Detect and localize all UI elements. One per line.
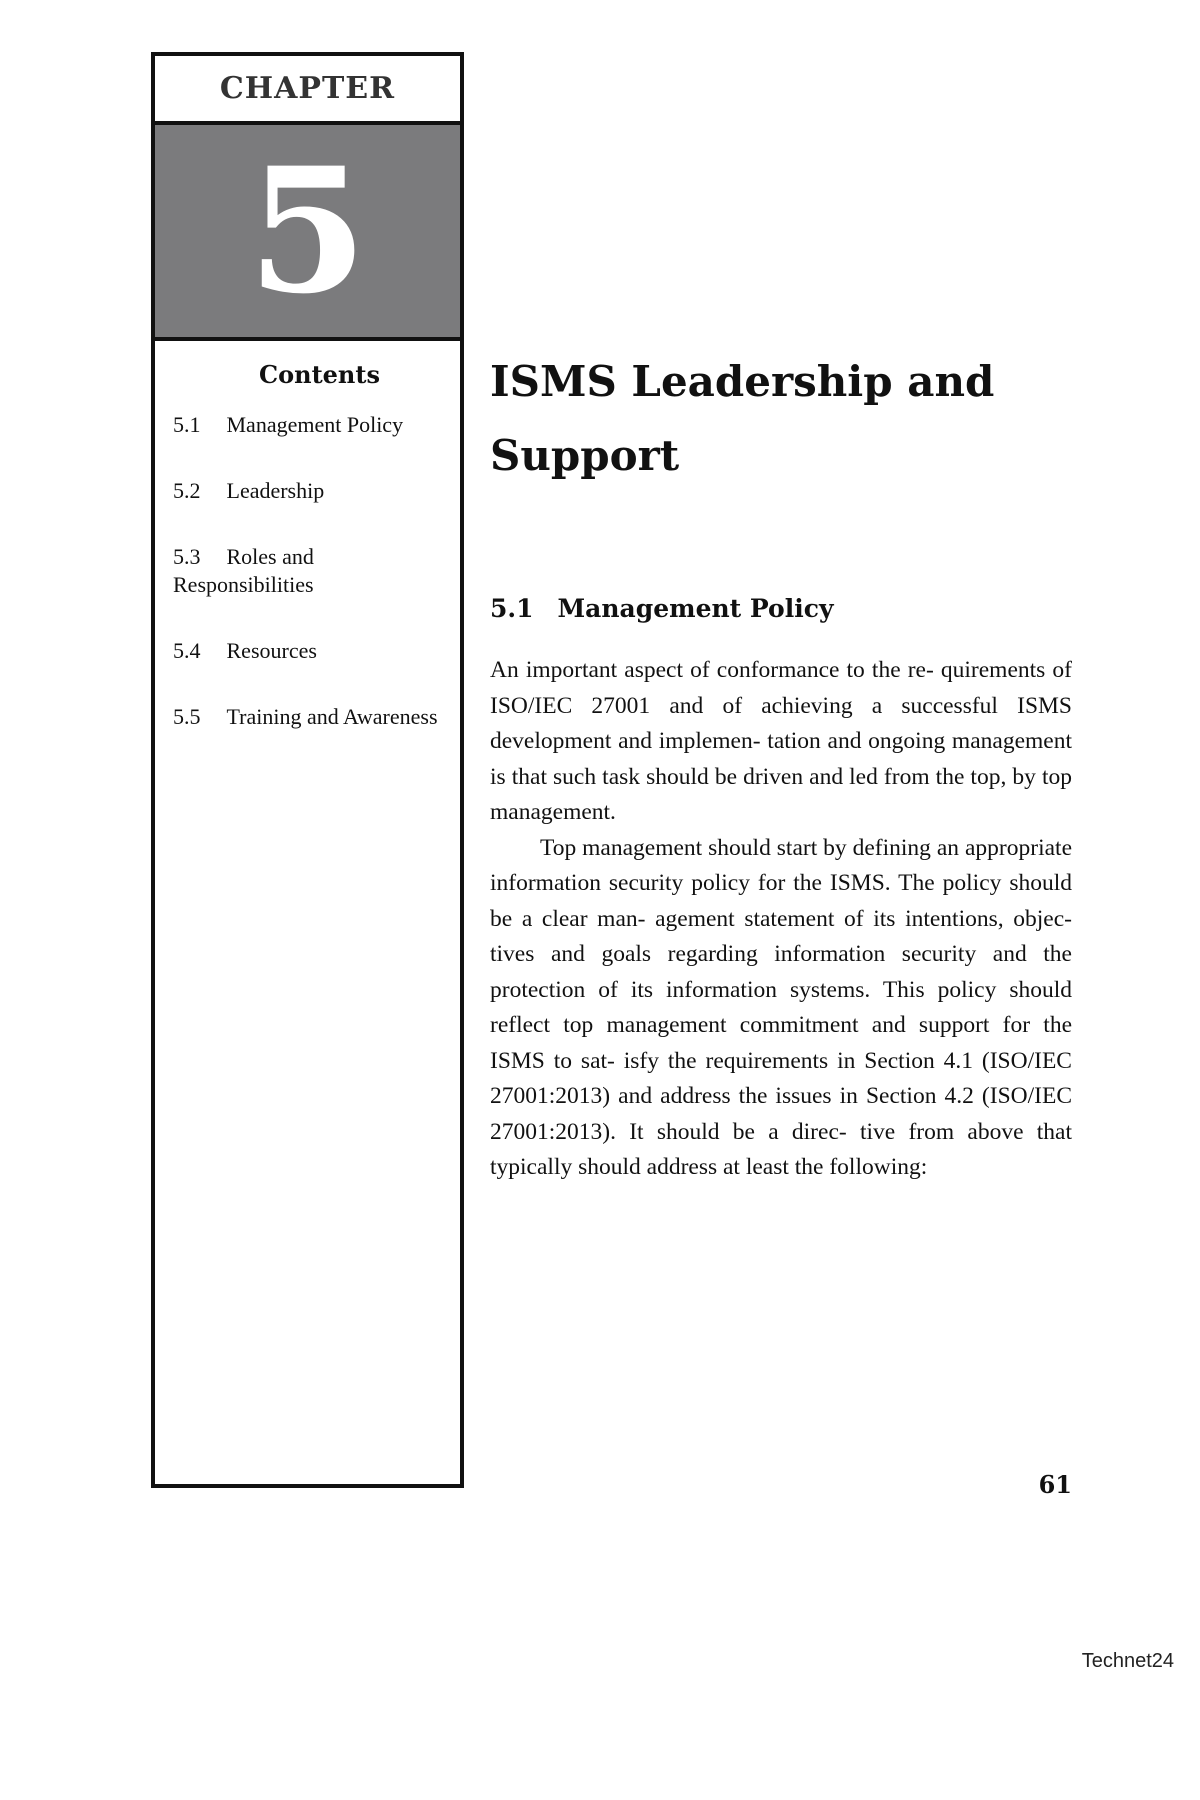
body-paragraph-2: Top management should start by defining an appropriate information security policy for the ISMS. The policy should be a clear man- agement statement of its intentions, objec- tives and goals regarding information security and the protection of its information systems. This policy should reflect top management commitment and support for the ISMS to sat- isfy the requirements in Section 4.1 (ISO/IEC 27001:2013) and address the issues in Section 4.2 (ISO/IEC 27001:2013). It should be a direc- tive from above that typically should address at least the following: [490,834,1072,1180]
toc-item[interactable] [173,411,446,439]
body-paragraph-1: An important aspect of conformance to the re- quirements of ISO/IEC 27001 and of achieving a successful ISMS development and implemen- tation and ongoing management is that such task should be driven and led from the top, by top management. [490,657,1072,825]
chapter-title-line-1: ISMS Leadership and [490,357,995,406]
chapter-number-box [155,125,460,341]
toc-item-title: Resources [226,638,317,663]
chapter-label-box [155,56,460,125]
toc-item-title: Leadership [226,478,325,503]
main-text-column [490,345,1072,1186]
toc-item[interactable] [173,703,446,731]
toc-item-title: Roles and Responsibilities [173,544,314,597]
toc-item-number: 5.2 [173,478,201,503]
watermark: Technet24 [1081,1650,1174,1672]
toc-item-number: 5.3 [173,544,201,569]
section-number: 5.1 [490,594,534,623]
toc-item-title: Management Policy [226,412,404,437]
toc-item-number: 5.5 [173,704,201,729]
chapter-title [490,345,1072,493]
section-heading [490,591,1072,627]
chapter-label: CHAPTER [219,71,396,106]
chapter-number: 5 [247,129,368,332]
toc-item-number: 5.4 [173,638,201,663]
toc-item[interactable] [173,543,446,599]
toc-item[interactable] [173,477,446,505]
toc-item-title: Training and Awareness [226,704,438,729]
toc-item-number: 5.1 [173,412,201,437]
toc-item[interactable] [173,637,446,665]
chapter-sidebar [151,52,464,1488]
page-number: 61 [1038,1470,1072,1499]
table-of-contents [173,360,446,769]
toc-list [173,411,446,731]
chapter-title-line-2: Support [490,431,680,480]
contents-title: Contents [259,360,380,389]
section-title: Management Policy [557,594,834,623]
